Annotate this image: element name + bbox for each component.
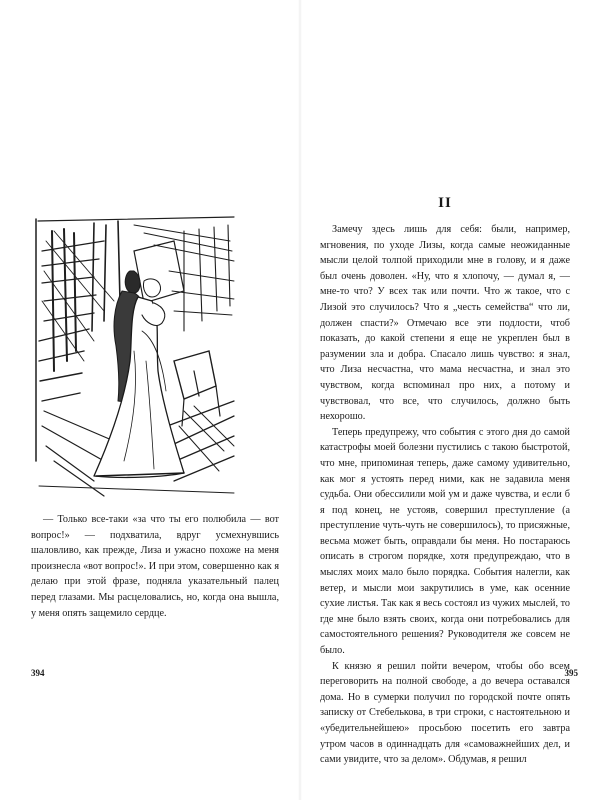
illustration-embrace [34, 211, 240, 503]
paragraph: Теперь предупрежу, что события с этого дня до самой катастрофы моей болезни пустились с такою быстротой, что мне, припоминая теперь, даже самому удивительно, как мог я устоять перед ними, как не задавила меня судьба. Они обессилили мой ум и даже чувства, и если б я под конец, не устояв, совершил преступление (а преступление чуть-чуть не совершилось), то присяжные, весьма может быть, оправдали бы меня. Но постараюсь описать в строгом порядке, хотя предупреждаю, что в мыслях моих мало было порядка. События налегли, как ветер, и мысли мои закрутились в уме, как осенние сухие листья. Так как я весь состоял из чужих мыслей, то где мне было взять своих, когда они потребовались для самостоятельного решения? Руководителя же совсем не было. [320, 426, 570, 657]
page-number-left: 394 [31, 668, 45, 678]
chapter-heading: II [438, 195, 452, 211]
left-page-text [31, 512, 279, 621]
page-number-right: 395 [564, 668, 578, 678]
paragraph: К князю я решил пойти вечером, чтобы обо всем переговорить на полной свободе, а до вечера оставался дома. Но в сумерки получил по городской почте опять записку от Стебелькова, в три строки, с настоятельною и «убедительнейшею» просьбою посетить его завтра утром часов в одиннадцать для «самоважнейших дел, и сами увидите, что за делом». Обдумав, я решил [320, 660, 570, 766]
right-page [300, 0, 600, 800]
paragraph: Замечу здесь лишь для себя: были, например, мгновения, по уходе Лизы, когда самые неожиданные мысли целой толпой приходили мне в голову, и я даже был очень доволен. «Ну, что я хлопочу, — думал я, — мне-то что? У всех так или почти. Что ж такое, что с Лизой это случилось? Что я „честь семейства“ что ли, должен спасти?» Отмечаю все эти подлости, чтоб показать, до какой степени я еще не укреплен был в разумении зла и добра. Спасало лишь чувство: я знал, что Лиза несчастна, что мама несчастна, и знал это чувством, когда вспоминал про них, а потому и чувствовал, что все, что случилось, должно быть нехорошо. [320, 224, 570, 423]
right-page-text [320, 222, 570, 768]
paragraph: — Только все-таки «за что ты его полюбила — вот вопрос!» — подхватила, вдруг усмехнувшись шаловливо, как прежде, Лиза и ужасно похоже на меня произнесла «вот вопрос!». И при этом, совершенно как я делаю при этой фразе, подняла указательный палец перед глазами. Мы расцеловались, но, когда она вышла, у меня опять защемило сердце. [31, 514, 279, 619]
